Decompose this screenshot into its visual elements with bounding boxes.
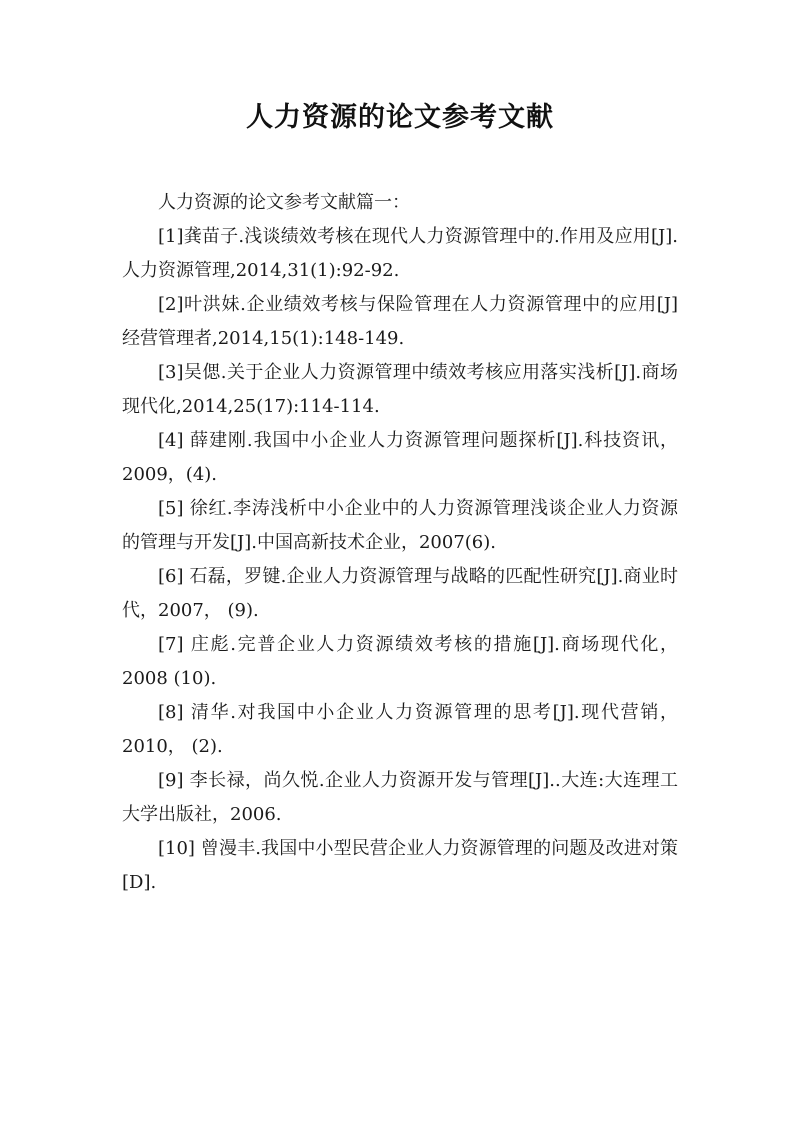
reference-item-10: [10] 曾漫丰.我国中小型民营企业人力资源管理的问题及改进对策[D]. xyxy=(122,838,678,893)
reference-item-6: [6] 石磊，罗键.企业人力资源管理与战略的匹配性研究[J].商业时代，2007， (9). xyxy=(122,566,678,621)
reference-item-8: [8] 清华.对我国中小企业人力资源管理的思考[J].现代营销，2010， (2). xyxy=(122,702,678,757)
reference-item-9: [9] 李长禄，尚久悦.企业人力资源开发与管理[J]..大连:大连理工大学出版社，2006. xyxy=(122,770,678,825)
reference-item-1: [1]龚苗子.浅谈绩效考核在现代人力资源管理中的.作用及应用[J].人力资源管理,2014,31(1):92-92. xyxy=(122,226,678,281)
reference-item-2: [2]叶洪妹.企业绩效考核与保险管理在人力资源管理中的应用[J]经营管理者,2014,15(1):148-149. xyxy=(122,294,678,349)
reference-item-7: [7] 庄彪.完普企业人力资源绩效考核的措施[J].商场现代化，2008 (10). xyxy=(122,634,678,689)
reference-item-5: [5] 徐红.李涛浅析中小企业中的人力资源管理浅谈企业人力资源的管理与开发[J].中国高新技术企业，2007(6). xyxy=(122,498,678,553)
document-title: 人力资源的论文参考文献 xyxy=(246,102,554,133)
reference-item-4: [4] 薛建刚.我国中小企业人力资源管理问题探析[J].科技资讯，2009，(4). xyxy=(122,430,678,485)
intro-paragraph: 人力资源的论文参考文献篇一： xyxy=(158,192,410,213)
reference-item-3: [3]吴偲.关于企业人力资源管理中绩效考核应用落实浅析[J].商场现代化,2014,25(17):114-114. xyxy=(122,362,678,417)
document-body xyxy=(122,186,678,900)
